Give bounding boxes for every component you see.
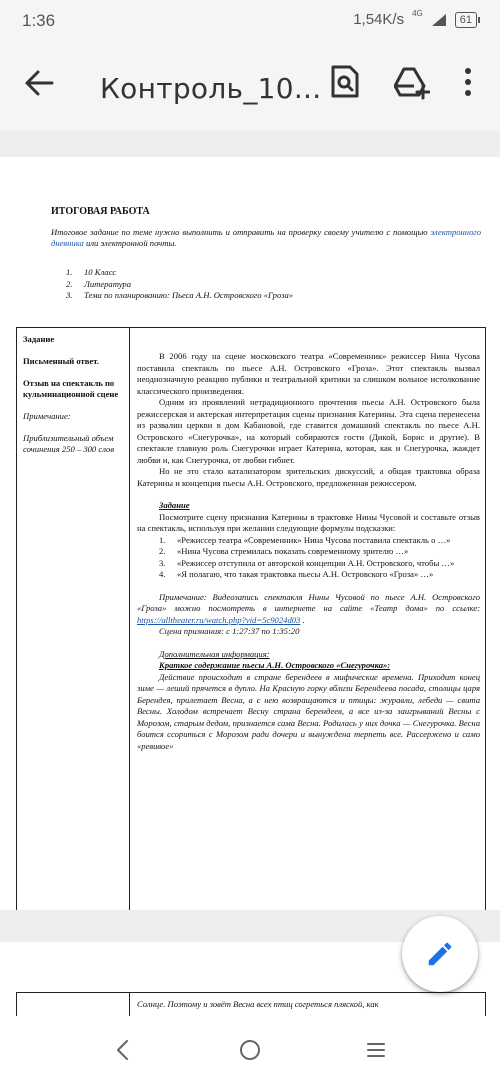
summary-text: Действие происходит в стране берендеев в мифические времена. Приходит конец зиме — леший прячется в дупло. На Красную горку вблизи Берендеева посада, столицы царя Берендея, прилетает Весна, а с нею возвращаются и птицы: журавли, лебеди — свита Весны. Холодом встречает Весну страна берендеев, а все из-за заигрываний Весны с Морозом, старым дедом, признается сама Весна. Родилась у них дочка — Снегурочка. Весна боится ссориться с Морозом ради дочери и вынуждена терпеть все. Рассержено и само «ревивое» (137, 671, 480, 751)
video-link[interactable]: https://alltheater.ru/watch.php?vid=5c9024d03 (137, 614, 301, 625)
continued-text: Солнце. Поэтому и зовёт Весна всех птиц согреться пляской, как (137, 999, 379, 1009)
table-right-column (137, 351, 480, 752)
signal-icon (431, 13, 447, 27)
intro-text-end: или электронной почты. (85, 238, 177, 248)
table-divider (129, 328, 130, 910)
note-paragraph: Примечание: Видеозапись спектакля Нины Чусовой по пьесе А.Н. Островского «Гроза» можно посмотреть в интернете на сайте «Театр дома» по ссылке: https://alltheater.ru/watch.php?vid=5c9024d03 . (137, 591, 480, 625)
meta-item: 2. Литература (66, 278, 132, 289)
note-text: Примечание: Видеозапись спектакля Нины Чусовой по пьесе А.Н. Островского «Гроза» можно посмотреть в интернете на сайте «Театр дома» по ссылке: (137, 591, 480, 613)
back-arrow-icon[interactable] (22, 66, 56, 100)
list-item: 1. «Режиссер театра «Современник» Нина Чусова поставила спектакль о …» (159, 534, 451, 545)
edit-button[interactable] (402, 916, 478, 992)
network-type: 4G (412, 8, 423, 18)
nav-home-icon[interactable] (236, 1036, 264, 1064)
intro-link[interactable]: электронного дневника (51, 227, 482, 248)
more-vert-icon[interactable] (458, 64, 478, 100)
list-item: 3. «Режиссер отступила от авторской концепции А.Н. Островского, чтобы …» (159, 557, 455, 568)
meta-item: 1. 10 Класс (66, 267, 117, 277)
battery-level: 61 (455, 12, 477, 28)
network-speed: 1,54K/s (353, 11, 405, 28)
app-bar (0, 44, 500, 130)
meta-list (66, 267, 486, 302)
volume-text: Приблизительный объем сочинения 250 – 300 слов (23, 433, 115, 454)
review-title: Отзыв на спектакль по кульминационной сцене (23, 378, 119, 399)
note-label: Примечание: (23, 411, 71, 421)
document-heading: ИТОГОВАЯ РАБОТА (51, 206, 150, 217)
list-item: 4. «Я полагаю, что такая трактовка пьесы А.Н. Островского «Гроза» …» (159, 569, 434, 579)
task-table (16, 327, 486, 910)
document-page[interactable] (0, 157, 500, 910)
list-item: 2. «Нина Чусова стремилась показать современному зрителю …» (159, 546, 409, 556)
nav-back-icon[interactable] (110, 1036, 138, 1064)
status-time: 1:36 (22, 11, 56, 30)
status-indicators (353, 8, 480, 28)
add-to-drive-icon[interactable] (394, 64, 430, 100)
table-left-column (23, 334, 123, 455)
task-text: Посмотрите сцену признания Катерины в трактовке Нины Чусовой и составьте отзыв на спектакль, используя при желании следующие формулы подсказки: (137, 511, 480, 533)
task-label: Задание (23, 334, 55, 344)
scene-time: Сцена признания: с 1:27:37 по 1:35:20 (159, 626, 300, 636)
body-paragraph: В 2006 году на сцене московского театра «Современник» режиссер Нина Чусова поставила спектакль по пьесе А.Н. Островского «Гроза». Этот спектакль вызвал неоднозначную реакцию публики и театральной критики за слишком вольное истолкование классического произведения. (137, 351, 480, 396)
intro-text: Итоговое задание по теме нужно выполнить и отправить на проверку своему учителю с помощью (51, 227, 428, 237)
body-paragraph: Одним из проявлений нетрадиционного прочтения пьесы А.Н. Островского была режиссерская и актерская интерпретация сцены признания Катерины. Эта сцена перенесена из развалин церкви в дом Кабановой, где ставится домашний спектакль по пьесе А.Н. Островского «Снегурочка», на который собираются гости (Дикой, Борис и другие). В спектакле главную роль Снегурочки играет Катерина, которая, как и Снегурочка, жаждет любви и, как Снегурочка, от любви гибнет. (137, 397, 480, 465)
summary-title: Краткое содержание пьесы А.Н. Островского «Снегурочка»: (159, 660, 391, 670)
status-bar (0, 0, 500, 44)
task-title: Задание (159, 500, 190, 510)
body-paragraph: Но не это стало катализатором зрительских дискуссий, а общая трактовка образа Катерины и концепция пьесы А.Н. Островского, предложенная режиссером. (137, 466, 480, 488)
battery-icon (455, 12, 480, 28)
extra-info-heading: Дополнительная информация: (159, 648, 270, 659)
edit-pencil-icon (425, 939, 455, 969)
find-in-document-icon[interactable] (328, 64, 362, 100)
system-nav-bar (0, 1016, 500, 1083)
phrase-list (159, 535, 480, 581)
meta-item: 3. Тема по планированию: Пьеса А.Н. Островского «Гроза» (66, 290, 294, 300)
document-intro (51, 227, 481, 249)
answer-type: Письменный ответ. (23, 356, 99, 366)
document-title: Контроль_10... (100, 72, 322, 105)
nav-recents-icon[interactable] (362, 1036, 390, 1064)
